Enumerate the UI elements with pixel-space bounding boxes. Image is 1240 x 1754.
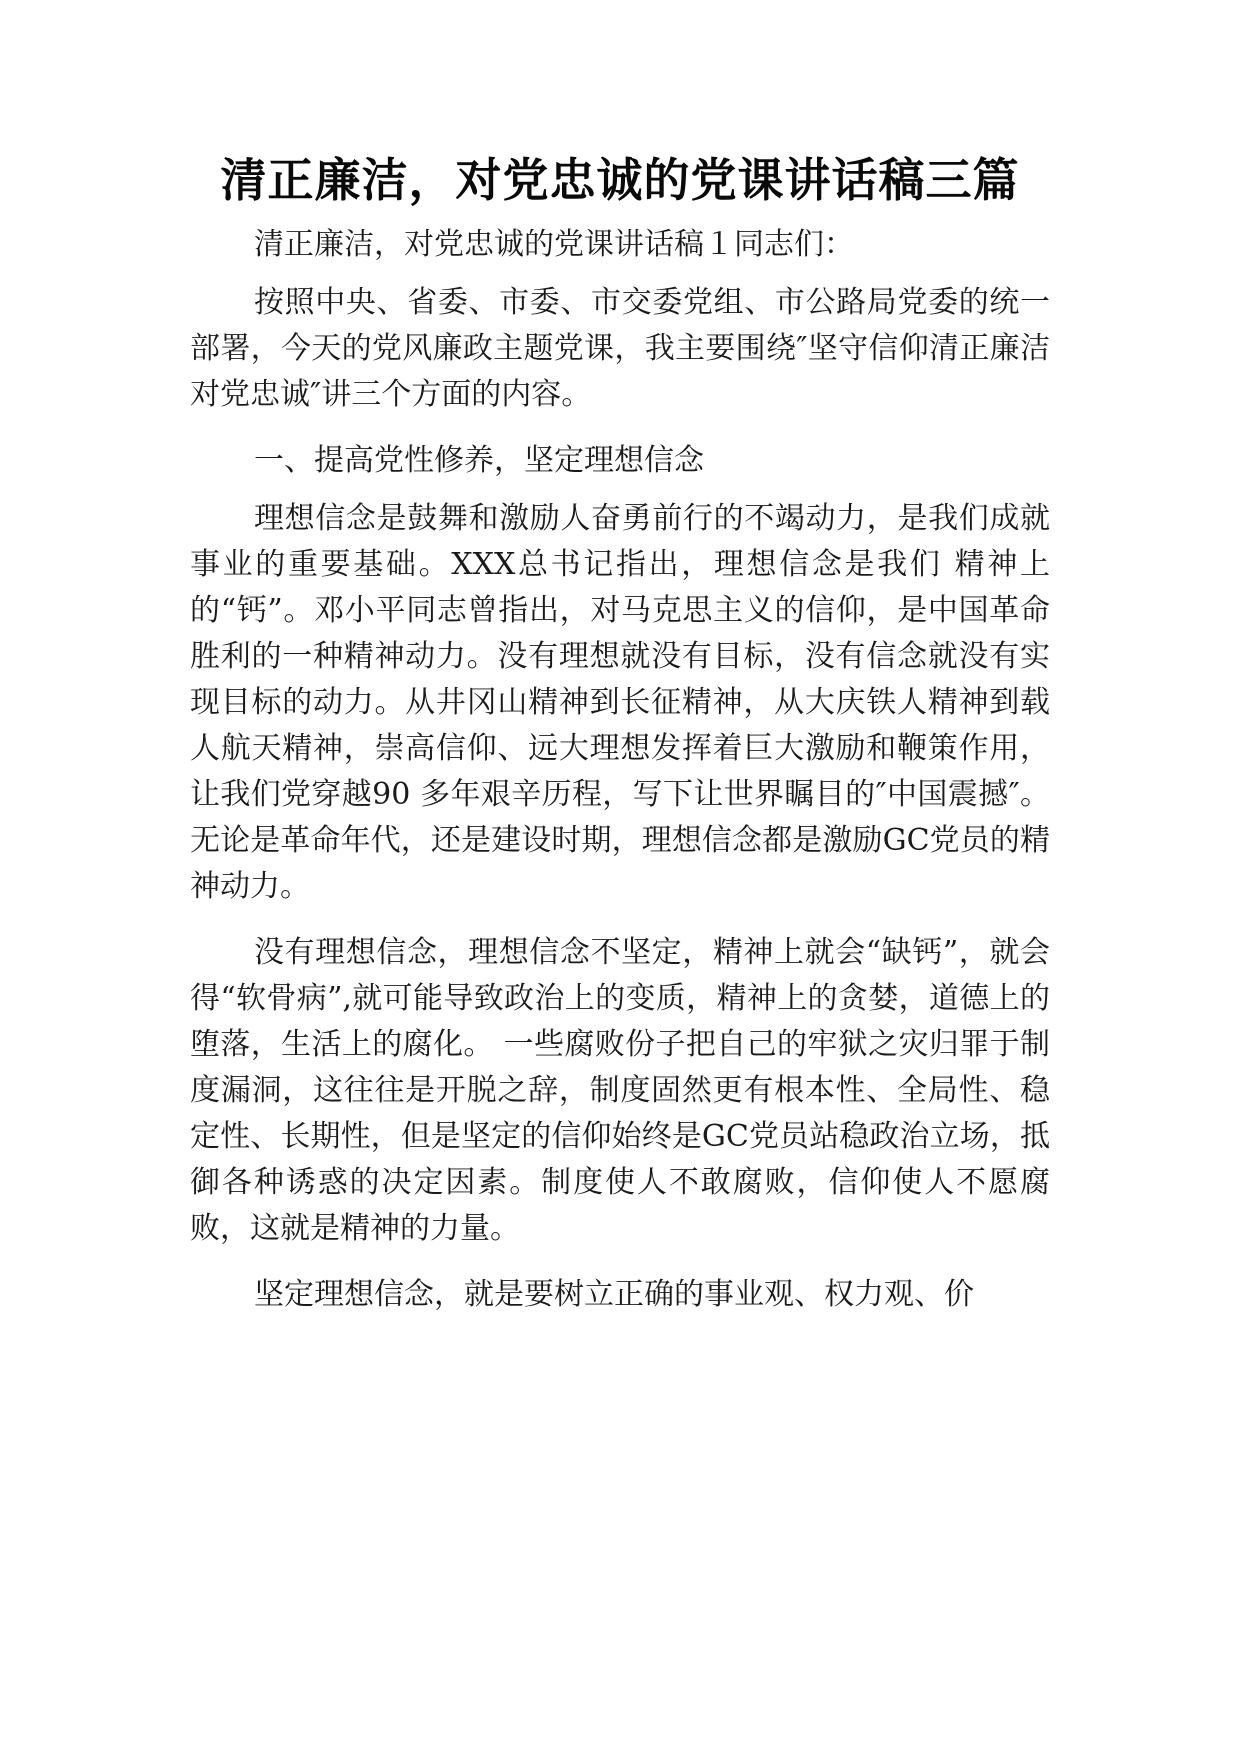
paragraph-firm-beliefs: 坚定理想信念，就是要树立正确的事业观、权力观、价 (254, 1277, 974, 1312)
paragraph-calcium-deficiency: 没有理想信念，理想信念不坚定，精神上就会“缺钙”，就会得“软骨病”,就可能导致政治上的变质，精神上的贪婪，道德上的堕落，生活上的腐化。 一些腐败份子把自己的牢狱之灾归罪于制度漏洞，这往往是开脱之辞，制度固然更有根本性、全局性、稳定性、长期性，但是坚定的信仰始终是GC党员站稳政治立场，抵御各种诱惑的决定因素。制度使人不敢腐败，信仰使人不愿腐败，这就是精神的力量。 (190, 935, 1050, 1246)
paragraph-greeting: 清正廉洁，对党忠诚的党课讲话稿１同志们： (254, 227, 854, 262)
document-body (190, 222, 1050, 1318)
document-title: 清正廉洁，对党忠诚的党课讲话稿三篇 (220, 153, 1020, 207)
paragraph-intro: 按照中央、省委、市委、市交委党组、市公路局党委的统一部署，今天的党风廉政主题党课，我主要围绕″坚守信仰清正廉洁对党忠诚″讲三个方面的内容。 (190, 285, 1050, 412)
paragraph-ideals: 理想信念是鼓舞和激励人奋勇前行的不竭动力，是我们成就事业的重要基础。XXX总书记指出，理想信念是我们 精神上的“钙”。邓小平同志曾指出，对马克思主义的信仰，是中国革命胜利的一种精神动力。没有理想就没有目标，没有信念就没有实现目标的动力。从井冈山精神到长征精神，从大庆铁人精神到载人航天精神，崇高信仰、远大理想发挥着巨大激励和鞭策作用，让我们党穿越90 多年艰辛历程，写下让世界瞩目的″中国震撼″。无论是革命年代，还是建设时期，理想信念都是激励GC党员的精神动力。 (190, 501, 1050, 904)
section-heading-1: 一、提高党性修养，坚定理想信念 (254, 443, 704, 478)
